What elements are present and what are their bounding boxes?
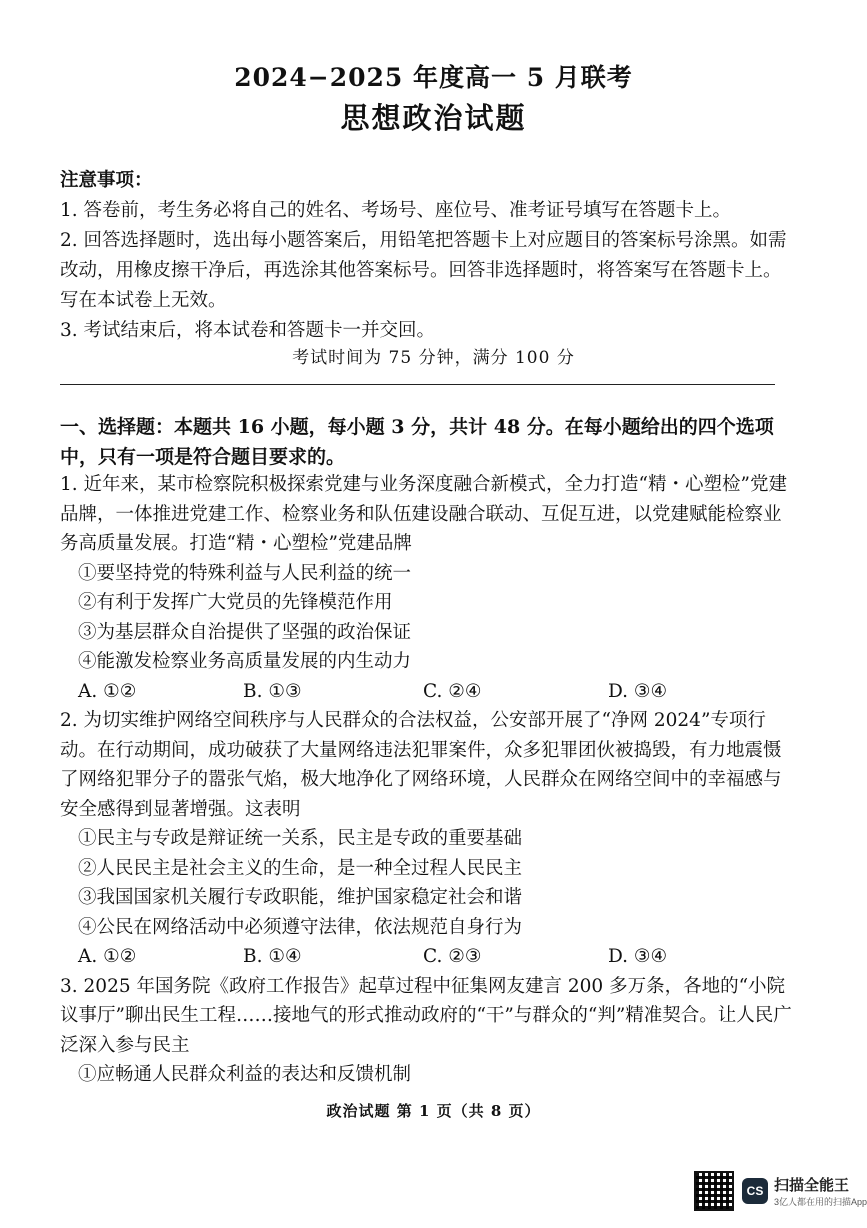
question-option: ③为基层群众自治提供了坚强的政治保证 [78,621,412,643]
choice-a: A. ①② [78,946,137,967]
question-option: ①要坚持党的特殊利益与人民利益的统一 [78,562,412,584]
question-stem: 2. 为切实维护网络空间秩序与人民群众的合法权益，公安部开展了“净网 2024”专项行动。在行动期间，成功破获了大量网络违法犯罪案件，众多犯罪团伙被捣毁，有力地震慑了网络犯罪分子的嚣张气焰，极大地净化了网络环境，人民群众在网络空间中的幸福感与安全感得到显著增强。这表明 [60,710,782,820]
choice-b: B. ①③ [243,680,302,702]
camscanner-logo-icon: CS [742,1178,768,1204]
question-stem: 3. 2025 年国务院《政府工作报告》起草过程中征集网友建言 200 多万条，各地的“小院议事厅”聊出民生工程……接地气的形式推动政府的“干”与群众的“判”精准契合。让人民广泛深入参与民主 [60,975,792,1056]
choice-b: B. ①④ [243,946,302,967]
answer-choices [60,677,797,707]
choice-a: A. ①② [78,680,137,702]
subject-title: 思想政治试题 [340,101,527,135]
question-2 [60,706,797,972]
question-option: ④能激发检察业务高质量发展的内生动力 [78,651,412,672]
notice-item: 1. 答卷前，考生务必将自己的姓名、考场号、座位号、准考证号填写在答题卡上。 [60,200,732,221]
notice-item: 3. 考试结束后，将本试卷和答题卡一并交回。 [60,320,436,341]
question-stem: 1. 近年来，某市检察院积极探索党建与业务深度融合新模式，全力打造“精・心塑检”党建品牌，一体推进党建工作、检察业务和队伍建设融合联动、互促互进，以党建赋能检察业务高质量发展。打造“精・心塑检”党建品牌 [60,474,787,554]
question-list [60,470,797,1090]
exam-time: 考试时间为 75 分钟，满分 100 分 [292,348,575,368]
choice-d: D. ③④ [608,680,668,702]
question-option: ③我国国家机关履行专政职能，维护国家稳定社会和谐 [78,887,523,908]
question-option: ②人民民主是社会主义的生命，是一种全过程人民民主 [78,857,523,879]
scanner-name: 扫描全能王 [774,1177,850,1194]
answer-choices [60,942,797,972]
page-footer: 政治试题 第 1 页（共 8 页） [326,1102,541,1120]
exam-title: 2024−2025 年度高一 5 月联考 [234,63,633,92]
choice-c: C. ②③ [423,946,482,967]
notice-block [60,166,797,346]
question-option: ①民主与专政是辩证统一关系，民主是专政的重要基础 [78,828,523,849]
choice-d: D. ③④ [608,946,668,967]
notice-item: 2. 回答选择题时，选出每小题答案后，用铅笔把答题卡上对应题目的答案标号涂黑。如需改动，用橡皮擦干净后，再选涂其他答案标号。回答非选择题时，将答案写在答题卡上。写在本试卷上无效。 [60,230,787,311]
question-option: ④公民在网络活动中必须遵守法律，依法规范自身行为 [78,916,523,938]
section-heading: 一、选择题：本题共 16 小题，每小题 3 分，共计 48 分。在每小题给出的四个选项中，只有一项是符合题目要求的。 [60,416,774,468]
divider [60,384,775,385]
question-3 [60,972,797,1090]
scanner-watermark [694,1171,867,1211]
question-1 [60,470,797,706]
notice-heading: 注意事项： [60,170,153,191]
question-option: ②有利于发挥广大党员的先锋模范作用 [78,592,393,613]
scanner-tagline: 3亿人都在用的扫描App [774,1197,867,1207]
qr-code-icon [694,1171,734,1211]
question-option: ①应畅通人民群众利益的表达和反馈机制 [78,1064,412,1085]
choice-c: C. ②④ [423,680,482,702]
